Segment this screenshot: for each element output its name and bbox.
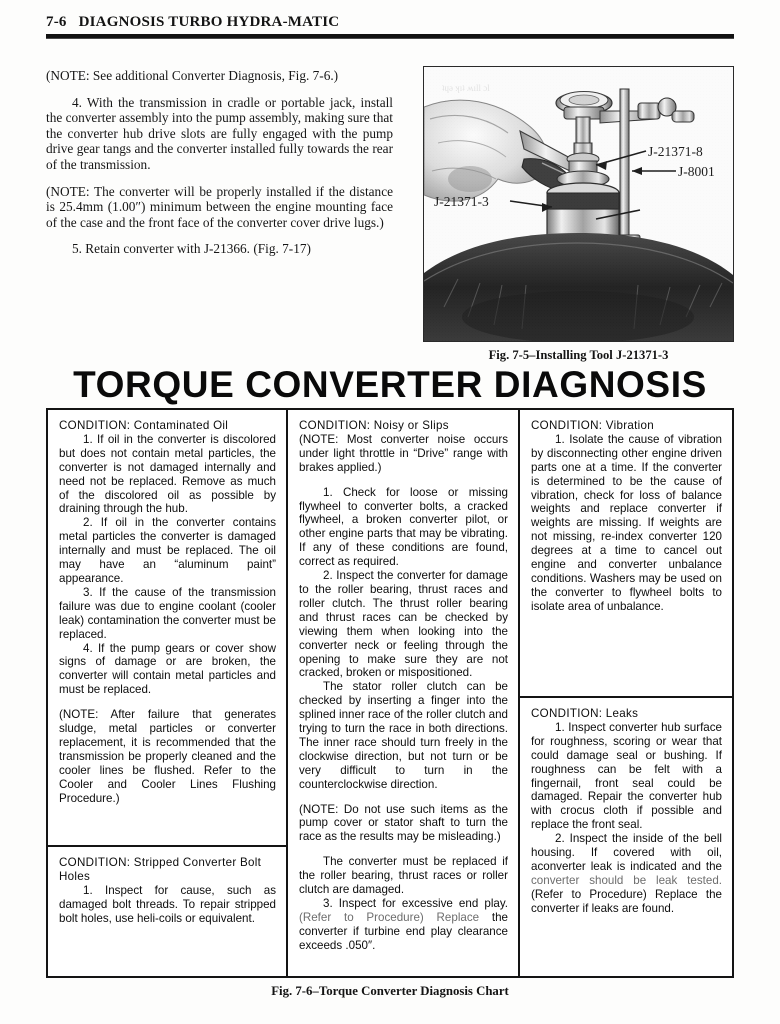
intro-text-column: [46, 68, 393, 257]
svg-text:ʇɥǝ ʞıʇ ʍıll ɔl: ʇɥǝ ʞıʇ ʍıll ɔl: [442, 83, 490, 93]
intro-step-5: 5. Retain converter with J-21366. (Fig. 7-17): [72, 241, 311, 257]
faded-text: (Refer to Procedure) Replace: [299, 910, 480, 924]
condition-label: CONDITION: Stripped Converter Bolt Holes: [59, 856, 262, 883]
chart-title: TORQUE CONVERTER DIAGNOSIS: [73, 364, 707, 405]
chart-paragraph-text: 3. Inspect for excessive end play.: [323, 897, 508, 910]
faded-text: converter should be leak tested.: [531, 873, 722, 887]
chart-paragraph: 1. Inspect for cause, such as damaged bolt threads. To repair stripped bolt holes, use heli-coils or equivalent.: [59, 883, 276, 925]
callout-j-8001: J-8001: [678, 164, 715, 179]
condition-label: CONDITION: Contaminated Oil: [59, 419, 229, 432]
intro-note-1: (NOTE: See additional Converter Diagnosis, Fig. 7-6.): [46, 68, 339, 83]
figure-7-5: [423, 66, 734, 342]
chart-column-contaminated-oil: [48, 410, 288, 976]
chart-note: (NOTE: After failure that generates sludge, metal particles or converter replacement, it is recommended that the transmission be properly cleaned and the cooler lines be flushed. Refer to the Cooler and Cooler Lines Flushing Procedure.): [59, 708, 276, 805]
torque-converter-diagnosis-chart: [46, 408, 734, 978]
chart-paragraph: The converter must be replaced if the roller bearing, thrust races or roller clutch are damaged.: [299, 855, 508, 897]
page-number: 7-6: [46, 14, 67, 30]
chart-paragraph: 2. If oil in the converter contains metal particles the converter is damaged internally and must be replaced. The oil may have an “aluminum paint” appearance.: [59, 516, 276, 585]
chart-paragraph-text: 2. Inspect the inside of the bell housing. If covered with oil, a: [531, 832, 722, 873]
header-title: DIAGNOSIS TURBO HYDRA-MATIC: [78, 14, 340, 30]
chart-faded-lead: converter leak is indicated and the: [537, 859, 722, 873]
figure-7-6-caption: Fig. 7-6–Torque Converter Diagnosis Chart: [271, 984, 509, 998]
chart-note-lead: (NOTE: Most converter noise occurs under light throttle in “Drive” range with brakes applied.): [299, 432, 508, 474]
chart-paragraph: 1. Inspect converter hub surface for roughness, scoring or wear that could damage seal or bushing. If roughness can be felt with a fingernail, front seal could be damaged. Repair the converter hub with crocus cloth if possible and replace the front seal.: [531, 720, 722, 832]
chart-paragraph-mixed: [299, 897, 508, 953]
condition-label: CONDITION: Vibration: [531, 419, 655, 432]
chart-paragraph-mixed: [531, 832, 722, 915]
chart-paragraph: 3. If the cause of the transmission failure was due to engine coolant (cooler leak) contamination the converter must be replaced.: [59, 585, 276, 641]
photo-graphic: [424, 67, 733, 341]
chart-paragraph: 4. If the pump gears or cover show signs of damage or are broken, the converter will contain metal particles and must be replaced.: [59, 641, 276, 697]
chart-paragraph: 2. Inspect the converter for damage to the roller bearing, thrust races and roller clutch. The thrust roller bearing and thrust races can be checked by viewing them when looking into the converter neck or feeling through the opening to make sure they are not cracked, broken or mispositioned.: [299, 569, 508, 680]
chart-cell-vibration: [520, 410, 732, 698]
header-text: [46, 14, 734, 31]
chart-paragraph-tail: the converter if turbine end play clearance exceeds .050″.: [299, 910, 509, 952]
chart-cell-noisy-or-slips: [288, 410, 518, 976]
chart-cell-stripped-bolt-holes: [48, 847, 286, 976]
chart-cell-leaks: [520, 698, 732, 976]
installing-tool-photo: [423, 66, 734, 342]
figure-7-5-caption: Fig. 7-5–Installing Tool J-21371-3: [488, 348, 669, 362]
chart-paragraph: 1. Check for loose or missing flywheel to converter bolts, a cracked flywheel, a broken converter pilot, or other engine parts that may be vibrating. If any of these conditions are found, correct as required.: [299, 485, 508, 569]
chart-column-noisy-or-slips: [288, 410, 520, 976]
chart-paragraph: The stator roller clutch can be checked by inserting a finger into the splined inner race of the roller clutch and trying to turn the race in both directions. The inner race should turn freely in the clockwise direction, but not turn or be very difficult to turn in the counterclockwise direction.: [299, 680, 508, 791]
condition-label: CONDITION: Leaks: [531, 707, 639, 720]
callout-j-21371-8: J-21371-8: [648, 144, 703, 159]
page-header: [46, 14, 734, 39]
chart-cell-contaminated-oil: [48, 410, 286, 847]
chart-paragraph-tail: (Refer to Procedure) Replace the converter if leaks are found.: [531, 887, 722, 915]
condition-label: CONDITION: Noisy or Slips: [299, 419, 449, 432]
intro-step-4: 4. With the transmission in cradle or portable jack, install the converter assembly into the pump assembly, making sure that the converter hub drive slots are fully engaged with the pump drive gear tangs and the converter installed fully towards the rear of the transmission.: [46, 94, 393, 172]
intro-note-2: (NOTE: The converter will be properly installed if the distance is 25.4mm (1.00″) minimum between the engine mounting face of the case and the front face of the converter cover drive lugs.): [46, 183, 393, 230]
chart-column-vibration-leaks: [520, 410, 732, 976]
chart-paragraph: 1. Isolate the cause of vibration by disconnecting other engine driven parts one at a time. If the converter is determined to be the cause of vibration, check for loss of balance weights and replace converter if weights are missing. If weights are not missing, re-index converter 120 degrees at a time to cancel out engine and converter unbalance conditions. Washers may be used on the converter to flywheel bolts to isolate area of unbalance.: [531, 432, 722, 613]
chart-note-tail: (NOTE: Do not use such items as the pump cover or stator shaft to turn the race as the results may be misleading.): [299, 802, 508, 844]
header-rule: [46, 34, 734, 39]
chart-paragraph: 1. If oil in the converter is discolored but does not contain metal particles, the converter is not damaged internally and need not be replaced. Remove as much of the discolored oil as possible by draining through the hub.: [59, 432, 276, 516]
callout-j-21371-3: J-21371-3: [434, 194, 489, 209]
